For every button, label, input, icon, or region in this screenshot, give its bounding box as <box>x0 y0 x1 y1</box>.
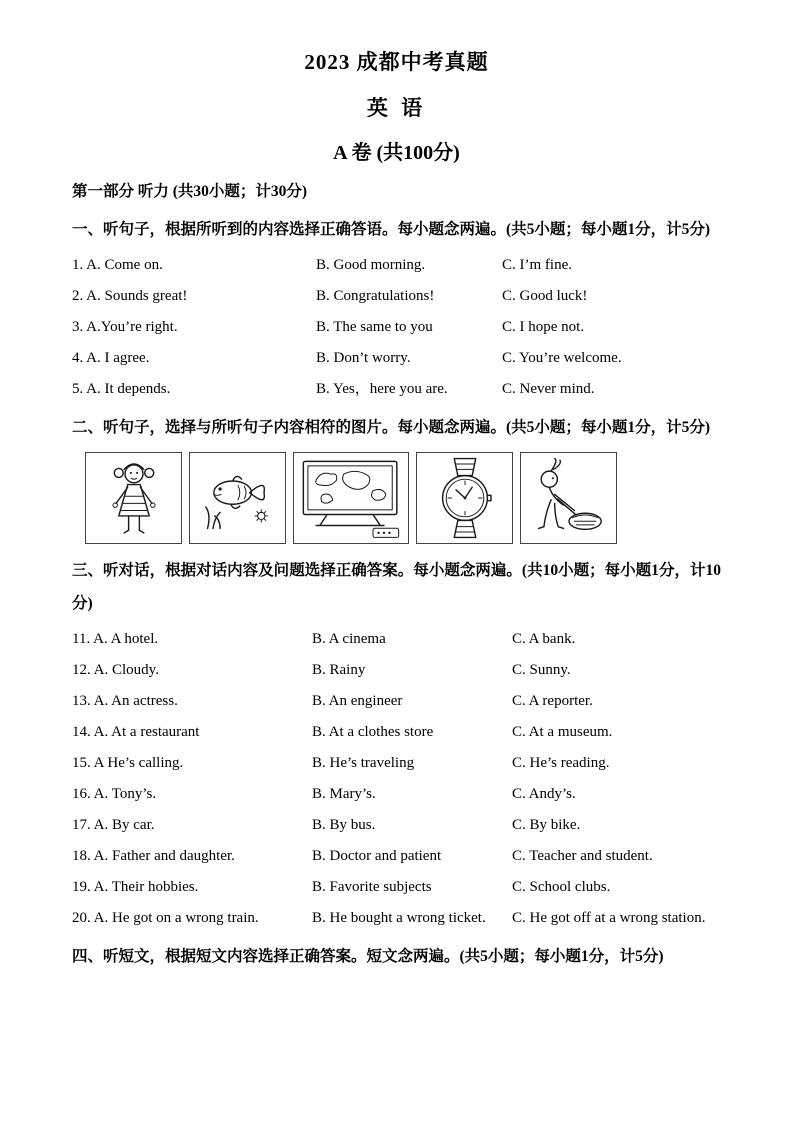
option-a: 19. A. Their hobbies. <box>72 879 199 895</box>
option-c: C. Good luck! <box>502 288 588 304</box>
option-c: C. He got off at a wrong station. <box>512 910 706 926</box>
option-c: C. Sunny. <box>512 662 571 678</box>
option-b: B. The same to you <box>316 319 433 335</box>
option-a: 4. A. I agree. <box>72 350 150 366</box>
question-row-13 <box>72 686 721 717</box>
option-a: 14. A. At a restaurant <box>72 724 200 740</box>
option-a: 3. A.You’re right. <box>72 319 178 335</box>
picture-option-2 <box>189 452 286 544</box>
option-c: C. I hope not. <box>502 319 585 335</box>
option-a: 13. A. An actress. <box>72 693 178 709</box>
subject-title: 英 语 <box>366 96 427 120</box>
tv-showing-world-map-icon <box>296 455 406 541</box>
option-b: B. Yes，here you are. <box>316 381 448 397</box>
option-a: 12. A. Cloudy. <box>72 662 159 678</box>
picture-option-4 <box>416 452 513 544</box>
option-b: B. Congratulations! <box>316 288 435 304</box>
option-b: B. An engineer <box>312 693 403 709</box>
picture-option-5 <box>520 452 617 544</box>
option-c: C. A reporter. <box>512 693 593 709</box>
question-row-17 <box>72 810 721 841</box>
option-a: 1. A. Come on. <box>72 257 163 273</box>
question-row-1 <box>72 250 721 281</box>
picture-option-1 <box>85 452 182 544</box>
question-row-5 <box>72 374 721 405</box>
option-a: 18. A. Father and daughter. <box>72 848 235 864</box>
option-b: B. Doctor and patient <box>312 848 442 864</box>
listening-section3-instructions: 三、听对话，根据对话内容及问题选择正确答案。每小题念两遍。(共10小题；每小题1分，计10分) <box>72 562 721 612</box>
option-c: C. Andy’s. <box>512 786 576 802</box>
listening-section3-questions <box>72 624 721 934</box>
option-c: C. Teacher and student. <box>512 848 653 864</box>
option-c: C. Never mind. <box>502 381 595 397</box>
option-b: B. At a clothes store <box>312 724 434 740</box>
girl-standing-icon <box>89 455 179 541</box>
question-row-4 <box>72 343 721 374</box>
option-a: 17. A. By car. <box>72 817 155 833</box>
option-b: B. He’s traveling <box>312 755 415 771</box>
option-b: B. By bus. <box>312 817 376 833</box>
paper-section-title: A 卷 (共100分) <box>333 142 460 164</box>
picture-options-row <box>85 452 721 544</box>
question-row-19 <box>72 872 721 903</box>
option-b: B. Good morning. <box>316 257 426 273</box>
option-c: C. School clubs. <box>512 879 611 895</box>
option-a: 2. A. Sounds great! <box>72 288 188 304</box>
question-row-2 <box>72 281 721 312</box>
goldfish-with-plants-icon <box>193 455 283 541</box>
girl-washing-clothes-icon <box>524 455 614 541</box>
listening-section1-questions <box>72 250 721 405</box>
option-b: B. A cinema <box>312 631 386 647</box>
option-b: B. Favorite subjects <box>312 879 432 895</box>
option-c: C. A bank. <box>512 631 576 647</box>
option-a: 16. A. Tony’s. <box>72 786 157 802</box>
option-a: 15. A He’s calling. <box>72 755 184 771</box>
question-row-15 <box>72 748 721 779</box>
option-b: B. Mary’s. <box>312 786 376 802</box>
option-c: C. At a museum. <box>512 724 613 740</box>
listening-section4-instructions: 四、听短文，根据短文内容选择正确答案。短文念两遍。(共5小题；每小题1分，计5分) <box>72 948 664 965</box>
option-a: 5. A. It depends. <box>72 381 171 397</box>
question-row-16 <box>72 779 721 810</box>
option-c: C. I’m fine. <box>502 257 572 273</box>
wrist-watch-icon <box>420 455 510 541</box>
page-title: 2023 成都中考真题 <box>304 50 489 74</box>
listening-section1-instructions: 一、听句子，根据所听到的内容选择正确答语。每小题念两遍。(共5小题；每小题1分，计5分) <box>72 221 711 238</box>
option-a: 11. A. A hotel. <box>72 631 159 647</box>
option-b: B. Rainy <box>312 662 366 678</box>
question-row-12 <box>72 655 721 686</box>
question-row-18 <box>72 841 721 872</box>
option-c: C. You’re welcome. <box>502 350 622 366</box>
option-b: B. He bought a wrong ticket. <box>312 910 486 926</box>
option-b: B. Don’t worry. <box>316 350 411 366</box>
question-row-11 <box>72 624 721 655</box>
option-a: 20. A. He got on a wrong train. <box>72 910 259 926</box>
option-c: C. By bike. <box>512 817 581 833</box>
picture-option-3 <box>293 452 409 544</box>
option-c: C. He’s reading. <box>512 755 610 771</box>
part1-heading: 第一部分 听力 (共30小题；计30分) <box>72 183 308 200</box>
question-row-14 <box>72 717 721 748</box>
listening-section2-instructions: 二、听句子，选择与所听句子内容相符的图片。每小题念两遍。(共5小题；每小题1分，计5分) <box>72 419 711 436</box>
question-row-3 <box>72 312 721 343</box>
question-row-20 <box>72 903 721 934</box>
